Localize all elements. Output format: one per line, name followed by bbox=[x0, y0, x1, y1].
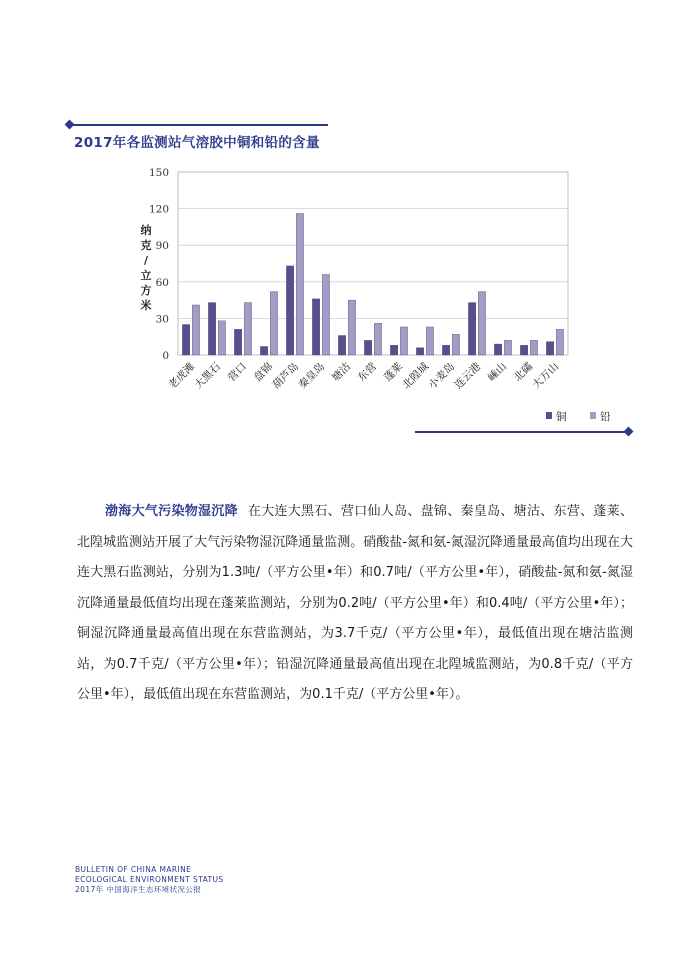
x-tick-label: 大万山 bbox=[530, 360, 562, 392]
y-tick-label: 60 bbox=[155, 276, 169, 289]
y-axis-label-char: 克 bbox=[140, 239, 152, 252]
bar-lead bbox=[556, 329, 563, 355]
bar-copper bbox=[442, 345, 449, 355]
footer bbox=[75, 865, 224, 895]
bar-copper bbox=[494, 344, 501, 355]
footer-line-1: BULLETIN OF CHINA MARINE bbox=[75, 865, 192, 874]
bar-lead bbox=[244, 303, 251, 355]
bar-copper bbox=[234, 329, 241, 355]
footer-line-3: 2017年 中国海洋生态环境状况公报 bbox=[75, 885, 202, 894]
bar-copper bbox=[468, 303, 475, 355]
bar-copper bbox=[338, 335, 345, 355]
paragraph-text: 在大连大黑石、营口仙人岛、盘锦、秦皇岛、塘沽、东营、蓬莱、北隍城监测站开展了大气污染物湿沉降通量监测。硝酸盐-氮和氨-氮湿沉降通量最高值均出现在大连大黑石监测站，分别为1.3吨/（平方公里•年）和0.7吨/（平方公里•年），硝酸盐-氮和氨-氮湿沉降通量最低值均出现在蓬莱监测站，分别为0.2吨/（平方公里•年）和0.4吨/（平方公里•年）；铜湿沉降通量最高值出现在东营监测站，为3.7千克/（平方公里•年），最低值出现在塘沽监测站，为0.7千克/（平方公里•年）；铅湿沉降通量最高值出现在北隍城监测站，为0.8千克/（平方公里•年），最低值出现在东营监测站，为0.1千克/（平方公里•年）。 bbox=[77, 504, 633, 702]
x-tick-label: 连云港 bbox=[452, 360, 484, 392]
x-tick-label: 蓬莱 bbox=[381, 360, 406, 384]
bar-copper bbox=[546, 342, 553, 355]
y-axis-label-char: / bbox=[143, 254, 149, 267]
bar-lead bbox=[322, 274, 329, 355]
x-tick-label: 北隍城 bbox=[400, 360, 432, 392]
y-tick-label: 150 bbox=[148, 167, 169, 179]
x-tick-label: 营口 bbox=[225, 360, 250, 384]
bar-copper bbox=[286, 266, 293, 355]
legend-swatch bbox=[546, 412, 552, 419]
body-paragraph bbox=[77, 497, 633, 711]
bar-lead bbox=[348, 300, 355, 355]
x-tick-label: 老虎滩 bbox=[166, 360, 198, 392]
bar-lead bbox=[400, 327, 407, 355]
bar-copper bbox=[208, 303, 215, 355]
bar-copper bbox=[416, 348, 423, 355]
x-tick-label: 葫芦岛 bbox=[270, 360, 302, 392]
x-tick-label: 东营 bbox=[355, 360, 380, 384]
bar-copper bbox=[390, 345, 397, 355]
bar-lead bbox=[478, 292, 485, 355]
y-axis-label-char: 米 bbox=[140, 299, 152, 312]
y-tick-label: 90 bbox=[155, 240, 169, 253]
legend-label: 铅 bbox=[600, 411, 611, 423]
x-tick-label: 嵊山 bbox=[485, 360, 510, 384]
x-tick-label: 秦皇岛 bbox=[296, 360, 328, 392]
legend-swatch bbox=[590, 412, 596, 419]
bar-copper bbox=[182, 325, 189, 356]
chart-title-rule bbox=[70, 124, 328, 126]
x-tick-label: 小麦岛 bbox=[426, 360, 458, 392]
y-axis-label-char: 纳 bbox=[140, 224, 152, 237]
bar-lead bbox=[218, 321, 225, 355]
bar-chart bbox=[70, 150, 640, 450]
bar-lead bbox=[452, 334, 459, 355]
bar-lead bbox=[192, 305, 199, 355]
y-tick-label: 0 bbox=[162, 350, 169, 362]
bar-copper bbox=[520, 345, 527, 355]
x-tick-label: 北礵 bbox=[511, 360, 536, 384]
y-axis-label-char: 方 bbox=[140, 284, 152, 297]
paragraph-lead: 渤海大气污染物湿沉降 bbox=[105, 504, 238, 519]
bar-copper bbox=[312, 299, 319, 355]
y-axis-label-char: 立 bbox=[140, 269, 152, 282]
chart-bottom-rule bbox=[415, 431, 628, 433]
bar-lead bbox=[296, 213, 303, 355]
bar-lead bbox=[504, 340, 511, 355]
plot-frame bbox=[178, 172, 568, 355]
x-tick-label: 盘锦 bbox=[251, 360, 276, 384]
bar-lead bbox=[426, 327, 433, 355]
footer-line-2: ECOLOGICAL ENVIRONMENT STATUS bbox=[75, 875, 224, 884]
bar-copper bbox=[260, 346, 267, 355]
bar-lead bbox=[270, 292, 277, 355]
x-tick-label: 塘沽 bbox=[329, 360, 354, 384]
y-tick-label: 30 bbox=[155, 313, 169, 326]
x-tick-label: 大黑石 bbox=[192, 360, 224, 392]
legend-label: 铜 bbox=[556, 411, 567, 423]
bar-copper bbox=[364, 340, 371, 355]
chart-title: 2017年各监测站气溶胶中铜和铅的含量 bbox=[74, 135, 320, 151]
bar-lead bbox=[530, 340, 537, 355]
bar-lead bbox=[374, 323, 381, 355]
y-tick-label: 120 bbox=[148, 203, 169, 216]
